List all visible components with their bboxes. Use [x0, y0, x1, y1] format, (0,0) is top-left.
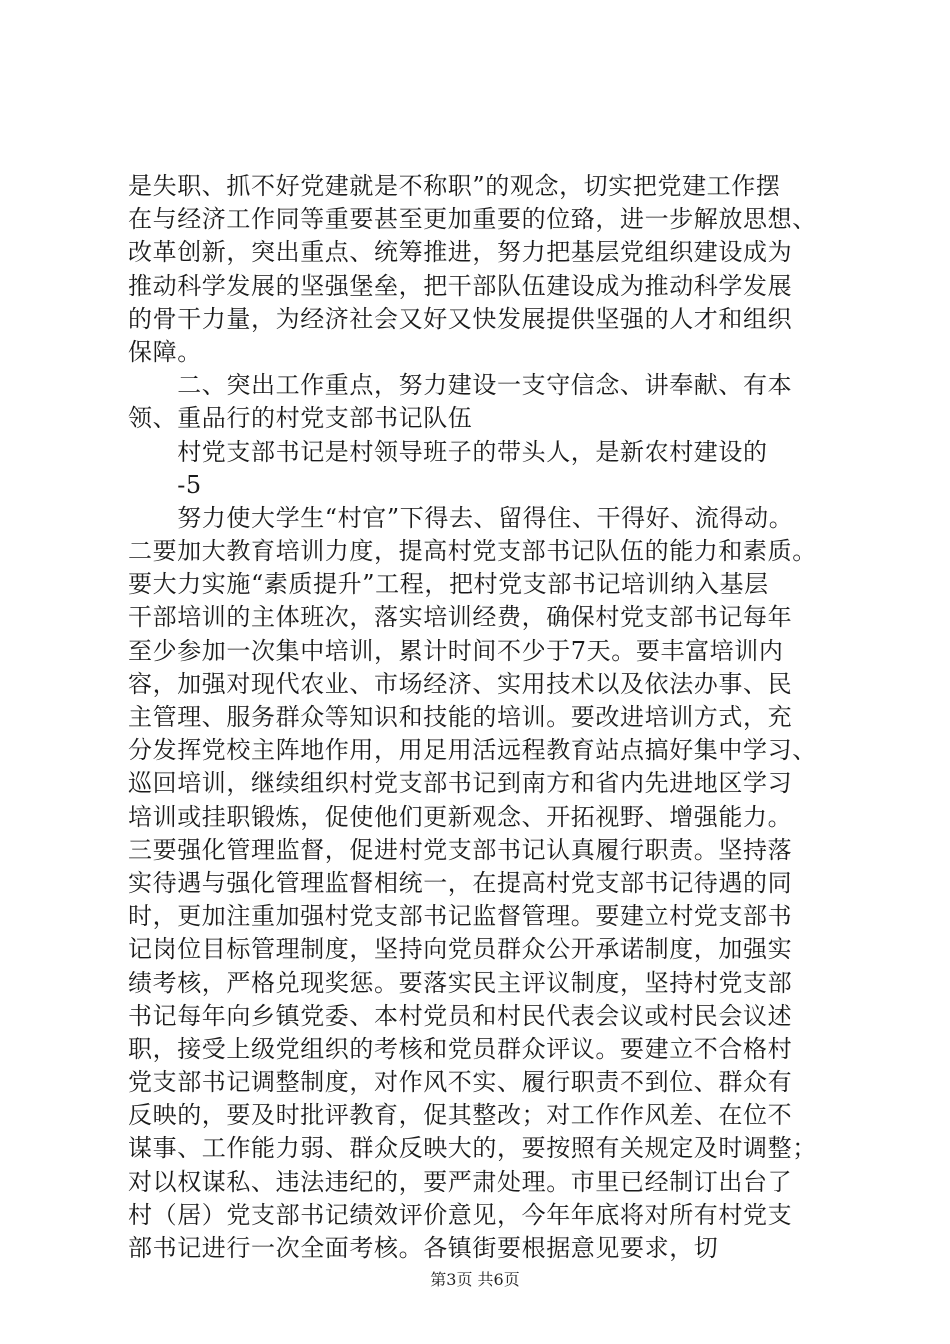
- text-line: 改革创新，突出重点、统筹推进，努力把基层党组织建设成为: [128, 238, 793, 267]
- text-line: 要大力实施“素质提升”工程，把村党支部书记培训纳入基层: [128, 570, 769, 599]
- text-line: 是失职、抓不好党建就是不称职”的观念，切实把党建工作摆: [128, 172, 781, 200]
- text-line: 时，更加注重加强村党支部书记监督管理。要建立村党支部书: [128, 902, 793, 931]
- text-line: 记岗位目标管理制度，坚持向党员群众公开承诺制度，加强实: [128, 935, 793, 964]
- text-line: 二要加大教育培训力度，提高村党支部书记队伍的能力和素质。: [128, 537, 817, 566]
- text-line: 二、突出工作重点，努力建设一支守信念、讲奉献、有本: [128, 371, 793, 400]
- text-line: 部书记进行一次全面考核。各镇街要根据意见要求，切: [128, 1234, 719, 1262]
- text-line: 分发挥党校主阵地作用，用足用活远程教育站点搞好集中学习、: [128, 736, 817, 765]
- text-line: 努力使大学生“村官”下得去、留得住、干得好、流得动。: [128, 503, 794, 532]
- text-line: 职，接受上级党组织的考核和党员群众评议。要建立不合格村: [128, 1034, 793, 1063]
- text-line: 主管理、服务群众等知识和技能的培训。要改进培训方式，充: [128, 703, 793, 731]
- text-line: 绩考核，严格兑现奖惩。要落实民主评议制度，坚持村党支部: [128, 968, 793, 997]
- text-line: 保障。: [128, 337, 202, 366]
- text-line: 巡回培训，继续组织村党支部书记到南方和省内先进地区学习: [128, 769, 793, 798]
- page-footer: 第3页 共6页: [430, 1270, 520, 1289]
- text-line: 对以权谋私、违法违纪的，要严肃处理。市里已经制订出台了: [128, 1167, 793, 1196]
- text-line: 推动科学发展的坚强堡垒，把干部队伍建设成为推动科学发展: [128, 271, 793, 300]
- text-line: 干部培训的主体班次，落实培训经费，确保村党支部书记每年: [128, 603, 793, 632]
- text-line: 反映的，要及时批评教育，促其整改；对工作作风差、在位不: [128, 1101, 793, 1130]
- text-line: 培训或挂职锻炼，促使他们更新观念、开拓视野、增强能力。: [128, 802, 793, 831]
- text-line: 村党支部书记是村领导班子的带头人，是新农村建设的: [128, 437, 768, 466]
- text-line: 实待遇与强化管理监督相统一，在提高村党支部书记待遇的同: [128, 868, 793, 897]
- text-line: 党支部书记调整制度，对作风不实、履行职责不到位、群众有: [128, 1068, 793, 1097]
- text-line: 的骨干力量，为经济社会又好又快发展提供坚强的人才和组织: [128, 304, 793, 333]
- text-line: 领、重品行的村党支部书记队伍: [128, 404, 473, 433]
- text-line: 至少参加一次集中培训，累计时间不少于7天。要丰富培训内: [128, 636, 784, 665]
- text-line: -5: [128, 470, 202, 499]
- text-line: 谋事、工作能力弱、群众反映大的，要按照有关规定及时调整；: [128, 1134, 817, 1163]
- text-line: 书记每年向乡镇党委、本村党员和村民代表会议或村民会议述: [128, 1001, 793, 1030]
- text-line: 三要强化管理监督，促进村党支部书记认真履行职责。坚持落: [128, 835, 793, 864]
- text-line: 在与经济工作同等重要甚至更加重要的位臵，进一步解放思想、: [128, 205, 817, 234]
- document-body: [128, 170, 848, 1265]
- text-line: 村（居）党支部书记绩效评价意见，今年年底将对所有村党支: [128, 1200, 793, 1229]
- text-line: 容，加强对现代农业、市场经济、实用技术以及依法办事、民: [128, 669, 793, 698]
